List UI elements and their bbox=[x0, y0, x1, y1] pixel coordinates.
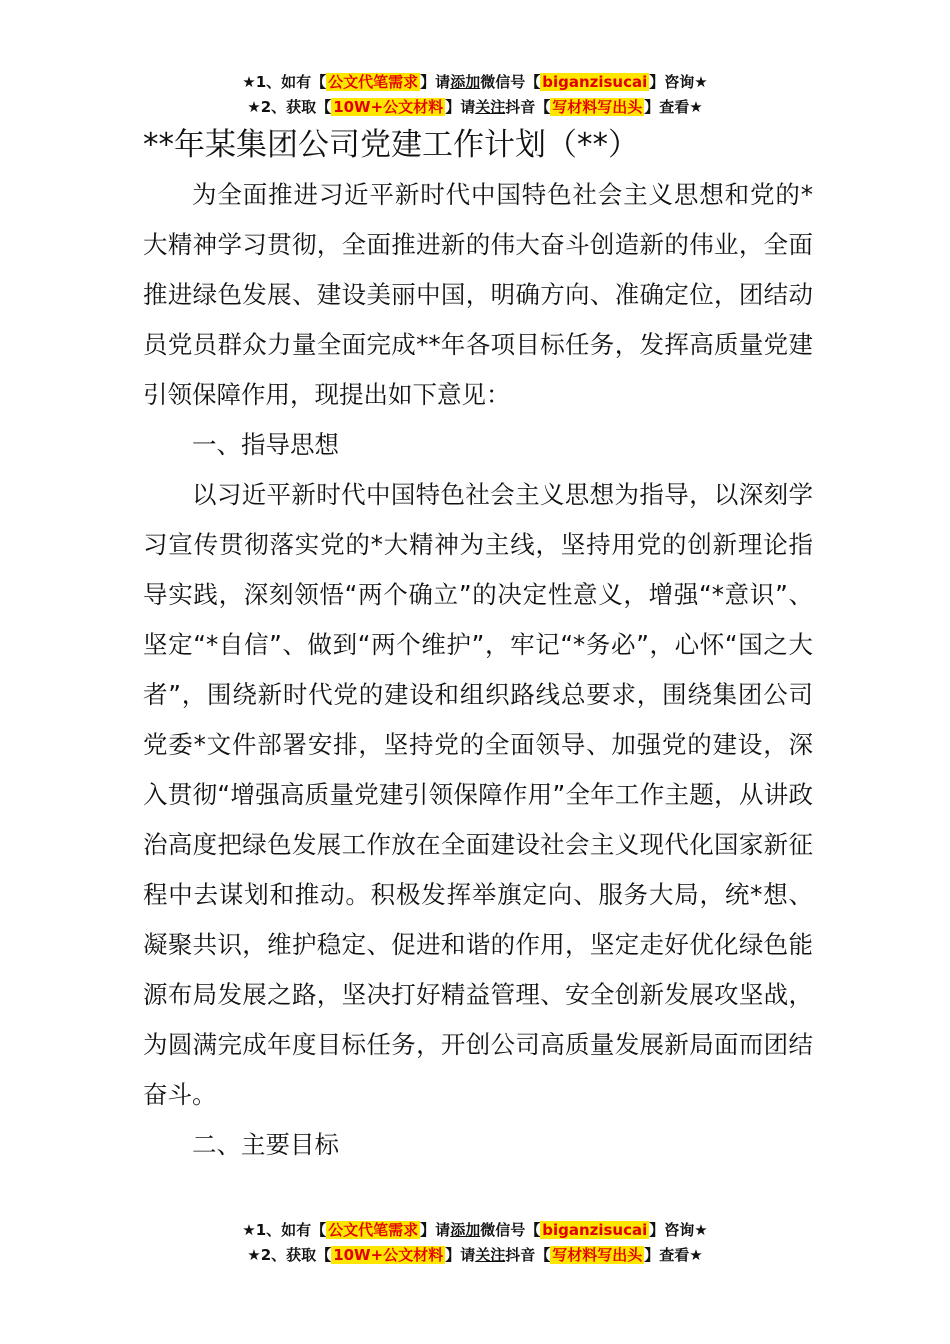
header-banner bbox=[0, 70, 950, 120]
document-body bbox=[143, 170, 813, 1170]
banner-line-2: ★2、获取【 10W+公文材料 】请关注抖音【 写材料写出头 】查看★ bbox=[247, 98, 703, 116]
highlight-materials: 10W+公文材料 bbox=[333, 98, 444, 116]
highlight-wechat-id: biganzisucai bbox=[542, 73, 648, 91]
highlight-service: 公文代笔需求 bbox=[328, 1221, 419, 1239]
guiding-ideology-paragraph: 以习近平新时代中国特色社会主义思想为指导，以深刻学习宣传贯彻落实党的*大精神为主线，坚持用党的创新理论指导实践，深刻领悟“两个确立”的决定性意义，增强“*意识”、坚定“*自信”、做到“两个维护”，牢记“*务必”，心怀“国之大者”，围绕新时代党的建设和组织路线总要求，围绕集团公司党委*文件部署安排，坚持党的全面领导、加强党的建设，深入贯彻“增强高质量党建引领保障作用”全年工作主题，从讲政治高度把绿色发展工作放在全面建设社会主义现代化国家新征程中去谋划和推动。积极发挥举旗定向、服务大局，统*想、凝聚共识，维护稳定、促进和谐的作用，坚定走好优化绿色能源布局发展之路，坚决打好精益管理、安全创新发展攻坚战，为圆满完成年度目标任务，开创公司高质量发展新局面而团结奋斗。 bbox=[143, 480, 813, 1109]
highlight-douyin-id: 写材料写出头 bbox=[552, 1246, 643, 1264]
highlight-service: 公文代笔需求 bbox=[328, 73, 419, 91]
highlight-materials: 10W+公文材料 bbox=[333, 1246, 444, 1264]
highlight-wechat-id: biganzisucai bbox=[542, 1221, 648, 1239]
section-heading-main-goals: 二、主要目标 bbox=[192, 1130, 339, 1159]
banner-line-1: ★1、如有【 公文代笔需求 】请添加微信号【 biganzisucai 】咨询★ bbox=[242, 73, 708, 91]
footer-banner bbox=[0, 1218, 950, 1268]
document-title: **年某集团公司党建工作计划（**） bbox=[143, 127, 639, 163]
banner-line-1: ★1、如有【 公文代笔需求 】请添加微信号【 biganzisucai 】咨询★ bbox=[242, 1221, 708, 1239]
banner-line-2: ★2、获取【 10W+公文材料 】请关注抖音【 写材料写出头 】查看★ bbox=[247, 1246, 703, 1264]
highlight-douyin-id: 写材料写出头 bbox=[552, 98, 643, 116]
section-heading-guiding-ideology: 一、指导思想 bbox=[192, 430, 339, 459]
intro-paragraph: 为全面推进习近平新时代中国特色社会主义思想和党的*大精神学习贯彻，全面推进新的伟大奋斗创造新的伟业，全面推进绿色发展、建设美丽中国，明确方向、准确定位，团结动员党员群众力量全面完成**年各项目标任务，发挥高质量党建引领保障作用，现提出如下意见： bbox=[143, 180, 813, 409]
